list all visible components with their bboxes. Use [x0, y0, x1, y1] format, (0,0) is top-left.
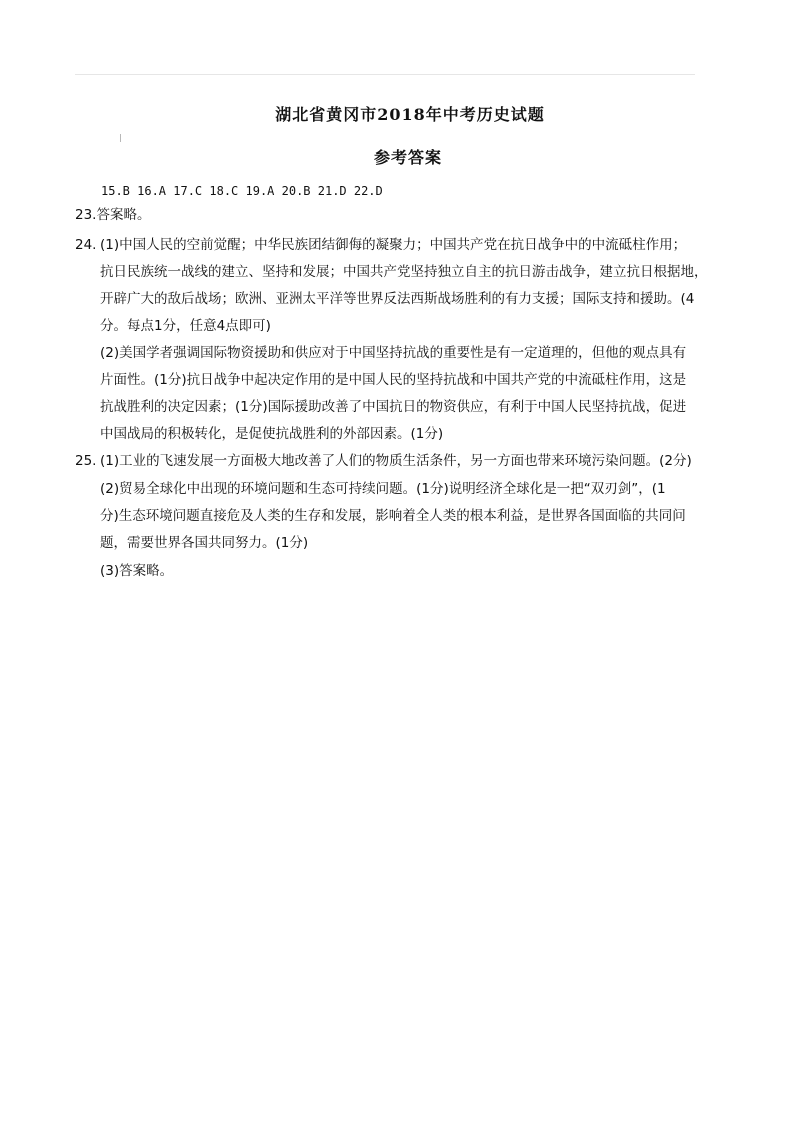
question-number: 23. — [75, 207, 97, 223]
q24-part2-line: 中国战局的积极转化，是促使抗战胜利的外部因素。(1分) — [100, 426, 444, 442]
q24-part2-line: 片面性。(1分)抗日战争中起决定作用的是中国人民的坚持抗战和中国共产党的中流砥柱作用，这是 — [100, 372, 687, 388]
page-title: 湖北省黄冈市2018年中考历史试题 — [275, 105, 545, 124]
q24-part1-line: 分。每点1分，任意4点即可) — [100, 318, 271, 334]
q24-part2-line: 抗战胜利的决定因素；(1分)国际援助改善了中国抗日的物资供应，有利于中国人民坚持抗战，促进 — [100, 399, 687, 415]
q25-part1-line: (1)工业的飞速发展一方面极大地改善了人们的物质生活条件，另一方面也带来环境污染问题。(2分) — [100, 453, 692, 469]
choice-answers: 15.B 16.A 17.C 18.C 19.A 20.B 21.D 22.D — [101, 184, 383, 198]
q24-part2-line: (2)美国学者强调国际物资援助和供应对于中国坚持抗战的重要性是有一定道理的，但他的观点具有 — [100, 345, 687, 361]
answer-text: 答案略。 — [96, 207, 151, 223]
header-divider — [75, 74, 695, 75]
question-25-number: 25. — [75, 453, 97, 469]
q24-part1-line: 抗日民族统一战线的建立、坚持和发展；中国共产党坚持独立自主的抗日游击战争，建立抗日根据地， — [100, 264, 708, 280]
question-23 — [75, 206, 150, 224]
q24-part1-line: (1)中国人民的空前觉醒；中华民族团结御侮的凝聚力；中国共产党在抗日战争中的中流砥柱作用； — [100, 237, 687, 253]
q25-part2-line: (2)贸易全球化中出现的环境问题和生态可持续问题。(1分)说明经济全球化是一把“双刃剑”，(1 — [100, 481, 666, 497]
q25-part3-line: (3)答案略。 — [100, 563, 174, 579]
q24-part1-line: 开辟广大的敌后战场；欧洲、亚洲太平洋等世界反法西斯战场胜利的有力支援；国际支持和援助。(4 — [100, 291, 695, 307]
question-24-number: 24. — [75, 237, 97, 253]
page-subtitle: 参考答案 — [373, 148, 442, 167]
margin-mark — [120, 134, 121, 142]
q25-part2-line: 题，需要世界各国共同努力。(1分) — [100, 535, 309, 551]
q25-part2-line: 分)生态环境问题直接危及人类的生存和发展，影响着全人类的根本利益，是世界各国面临的共同问 — [100, 508, 686, 524]
